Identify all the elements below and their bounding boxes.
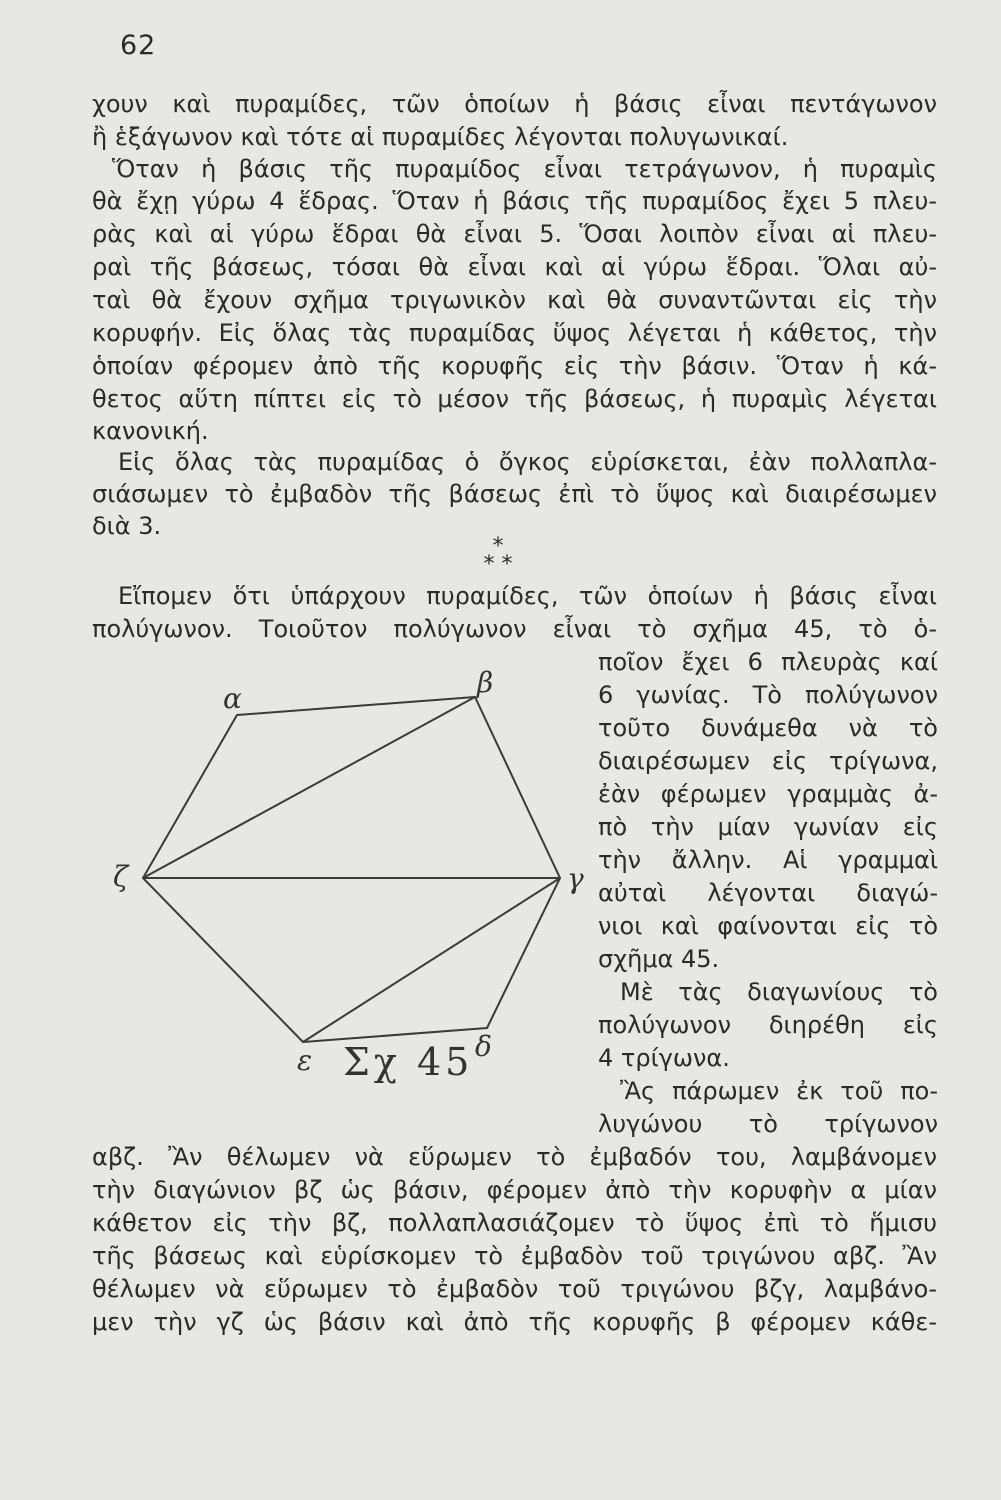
vertex-label-d: δ <box>475 1030 492 1063</box>
text-line: κανονική. <box>92 417 209 445</box>
text-line: λυγώνου τὸ τρίγωνον <box>598 1110 938 1138</box>
text-line: αὐταὶ λέγονται διαγώ- <box>598 879 938 907</box>
text-line: 6 γωνίας. Τὸ πολύγωνον <box>598 681 938 709</box>
diagonal-bz <box>143 697 475 878</box>
text-line: τὴν διαγώνιον βζ ὡς βάσιν, φέρομεν ἀπὸ τὴν κορυφὴν α μίαν <box>92 1176 937 1204</box>
asterism-top: * <box>492 534 504 559</box>
text-line: σιάσωμεν τὸ ἐμβαδὸν τῆς βάσεως ἐπὶ τὸ ὕψος καὶ διαιρέσωμεν <box>92 480 937 508</box>
asterism-bottom: * * <box>483 552 513 577</box>
text-line: τὴν ἄλλην. Αἱ γραμμαὶ <box>598 846 938 874</box>
text-line: ραὶ τῆς βάσεως, τόσαι θὰ εἶναι καὶ αἱ γύρω ἕδραι. Ὅλαι αὐ- <box>92 253 937 281</box>
text-line: ὁποίαν φέρομεν ἀπὸ τῆς κορυφῆς εἰς τὴν βάσιν. Ὅταν ἡ κά- <box>92 352 937 380</box>
vertex-label-e: ε <box>297 1044 313 1077</box>
text-line: πὸ τὴν μίαν γωνίαν εἰς <box>598 813 938 841</box>
text-line: πολύγωνον διηρέθη εἰς <box>598 1011 938 1039</box>
text-line: ταὶ θὰ ἔχουν σχῆμα τριγωνικὸν καὶ θὰ συναντῶνται εἰς τὴν <box>92 286 937 314</box>
text-line: Μὲ τὰς διαγωνίους τὸ <box>620 978 938 1006</box>
text-line: θετος αὕτη πίπτει εἰς τὸ μέσον τῆς βάσεως, ἡ πυραμὶς λέγεται <box>92 385 937 413</box>
vertex-label-g: γ <box>567 862 584 895</box>
text-line: χουν καὶ πυραμίδες, τῶν ὁποίων ἡ βάσις εἶναι πεντάγωνον <box>92 90 937 118</box>
text-line: Εἴπομεν ὅτι ὑπάρχουν πυραμίδες, τῶν ὁποίων ἡ βάσις εἶναι <box>118 582 937 610</box>
text-line: διὰ 3. <box>92 512 162 540</box>
text-line: θέλωμεν νὰ εὕρωμεν τὸ ἐμβαδὸν τοῦ τριγώνου βζγ, λαμβάνο- <box>92 1275 937 1303</box>
text-line: πολύγωνον. Τοιοῦτον πολύγωνον εἶναι τὸ σχῆμα 45, τὸ ὁ- <box>92 615 937 643</box>
text-line: 4 τρίγωνα. <box>598 1044 730 1072</box>
page-number: 62 <box>120 30 157 61</box>
text-line: νιοι καὶ φαίνονται εἰς τὸ <box>598 912 938 940</box>
vertex-label-z: ζ <box>113 860 129 893</box>
text-line: κάθετον εἰς τὴν βζ, πολλαπλασιάζομεν τὸ ὕψος ἐπὶ τὸ ἥμισυ <box>92 1209 937 1237</box>
text-line: ποῖον ἔχει 6 πλευρὰς καί <box>598 648 938 676</box>
text-line: τοῦτο δυνάμεθα νὰ τὸ <box>598 714 938 742</box>
text-line: Ἂς πάρωμεν ἐκ τοῦ πο- <box>620 1077 938 1105</box>
text-line: μεν τὴν γζ ὡς βάσιν καὶ ἀπὸ τῆς κορυφῆς β φέρομεν κάθε- <box>92 1308 937 1336</box>
text-line: ἢ ἑξάγωνον καὶ τότε αἱ πυραμίδες λέγονται πολυγωνικαί. <box>92 123 789 151</box>
text-line: ἐὰν φέρωμεν γραμμὰς ἀ- <box>598 780 938 808</box>
text-line: Εἰς ὅλας τὰς πυραμίδας ὁ ὄγκος εὑρίσκεται, ἐὰν πολλαπλα- <box>118 448 937 476</box>
vertex-label-a: α <box>223 682 242 715</box>
section-separator <box>468 534 528 577</box>
text-line: αβζ. Ἂν θέλωμεν νὰ εὕρωμεν τὸ ἐμβαδόν του, λαμβάνομεν <box>92 1143 937 1171</box>
text-line: σχῆμα 45. <box>598 945 720 973</box>
text-line: ρὰς καὶ αἱ γύρω ἕδραι θὰ εἶναι 5. Ὅσαι λοιπὸν εἶναι αἱ πλευ- <box>92 220 937 248</box>
diagonal-ge <box>303 878 560 1042</box>
text-line: τῆς βάσεως καὶ εὑρίσκομεν τὸ ἐμβαδὸν τοῦ τριγώνου αβζ. Ἂν <box>92 1242 937 1270</box>
hexagon-figure <box>105 660 590 1110</box>
text-line: θὰ ἔχῃ γύρω 4 ἕδρας. Ὅταν ἡ βάσις τῆς πυραμίδος ἔχει 5 πλευ- <box>92 187 937 215</box>
vertex-label-b: β <box>477 666 494 699</box>
hexagon-outline <box>143 697 560 1042</box>
text-line: Ὅταν ἡ βάσις τῆς πυραμίδος εἶναι τετράγωνον, ἡ πυραμὶς <box>112 155 937 183</box>
text-line: διαιρέσωμεν εἰς τρίγωνα, <box>598 747 938 775</box>
figure-caption: Σχ 45 <box>343 1040 474 1084</box>
text-line: κορυφήν. Εἰς ὅλας τὰς πυραμίδας ὕψος λέγεται ἡ κάθετος, τὴν <box>92 319 937 347</box>
